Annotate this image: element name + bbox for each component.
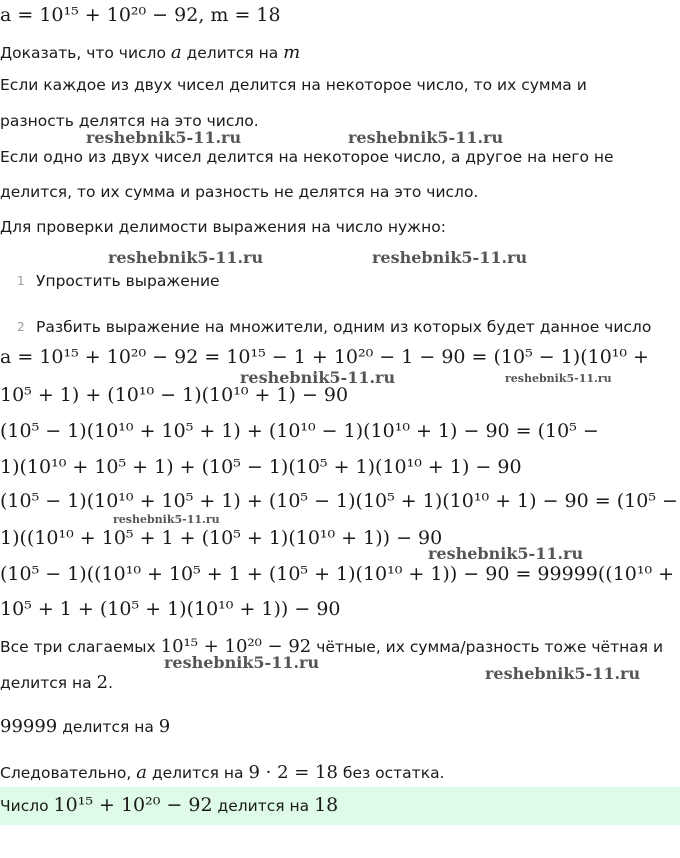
var-m: m [283,42,301,63]
watermark: reshebnik5-11.ru [485,664,641,683]
prove-mid: делится на [181,44,284,62]
step-text: Разбить выражение на множители, одним из которых будет данное число [36,318,652,336]
watermark: reshebnik5-11.ru [428,544,584,563]
watermark: reshebnik5-11.ru [372,248,528,267]
check-intro: Для проверки делимости выражения на число нужно: [0,218,446,236]
derivation-line: (10⁵ − 1)(10¹⁰ + 10⁵ + 1) + (10¹⁰ − 1)(10¹⁰ + 1) − 90 = (10⁵ − [0,420,599,442]
prove-text: Доказать, что число [0,44,171,62]
step-index: 2 [17,320,25,334]
watermark: reshebnik5-11.ru [86,128,242,147]
derivation-line: (10⁵ − 1)(10¹⁰ + 10⁵ + 1) + (10⁵ − 1)(10⁵ + 1)(10¹⁰ + 1) − 90 = (10⁵ − [0,490,678,512]
even-note-line2: делится на 2. [0,672,113,693]
rule2-line1: Если одно из двух чисел делится на некоторое число, а другое на него не [0,148,614,166]
rule1-line2: разность делятся на это число. [0,112,259,130]
result-box [0,787,680,825]
watermark: reshebnik5-11.ru [164,653,320,672]
conclusion: Следовательно, a делится на 9 · 2 = 18 без остатка. [0,762,445,783]
derivation-line: 10⁵ + 1 + (10⁵ + 1)(10¹⁰ + 1)) − 90 [0,598,341,620]
derivation-line: 1)(10¹⁰ + 10⁵ + 1) + (10⁵ − 1)(10⁵ + 1)(10¹⁰ + 1) − 90 [0,456,522,478]
step-1 [0,272,680,292]
var-a: a [170,42,182,63]
watermark: reshebnik5-11.ru [113,513,220,526]
watermark: reshebnik5-11.ru [108,248,264,267]
given-line: a = 10¹⁵ + 10²⁰ − 92, m = 18 [0,4,281,26]
divisible-by-9: 99999 делится на 9 [0,716,171,737]
step-text: Упростить выражение [36,272,220,290]
derivation-line: a = 10¹⁵ + 10²⁰ − 92 = 10¹⁵ − 1 + 10²⁰ − 1 − 90 = (10⁵ − 1)(10¹⁰ + [0,346,649,368]
watermark: reshebnik5-11.ru [505,372,612,385]
result-text: Число 10¹⁵ + 10²⁰ − 92 делится на 18 [0,794,339,816]
watermark: reshebnik5-11.ru [240,368,396,387]
derivation-line: (10⁵ − 1)((10¹⁰ + 10⁵ + 1 + (10⁵ + 1)(10¹⁰ + 1)) − 90 = 99999((10¹⁰ + [0,563,675,585]
even-note-line1: Все три слагаемых 10¹⁵ + 10²⁰ − 92 чётные, их сумма/разность тоже чётная и [0,636,664,657]
derivation-line: 1)((10¹⁰ + 10⁵ + 1 + (10⁵ + 1)(10¹⁰ + 1)) − 90 [0,527,443,549]
watermark: reshebnik5-11.ru [348,128,504,147]
rule1-line1: Если каждое из двух чисел делится на некоторое число, то их сумма и [0,76,587,94]
step-2 [0,318,680,338]
derivation-line: 10⁵ + 1) + (10¹⁰ − 1)(10¹⁰ + 1) − 90 [0,384,349,406]
rule2-line2: делится, то их сумма и разность не делятся на это число. [0,183,479,201]
step-index: 1 [17,274,25,288]
prove-statement [0,42,300,63]
